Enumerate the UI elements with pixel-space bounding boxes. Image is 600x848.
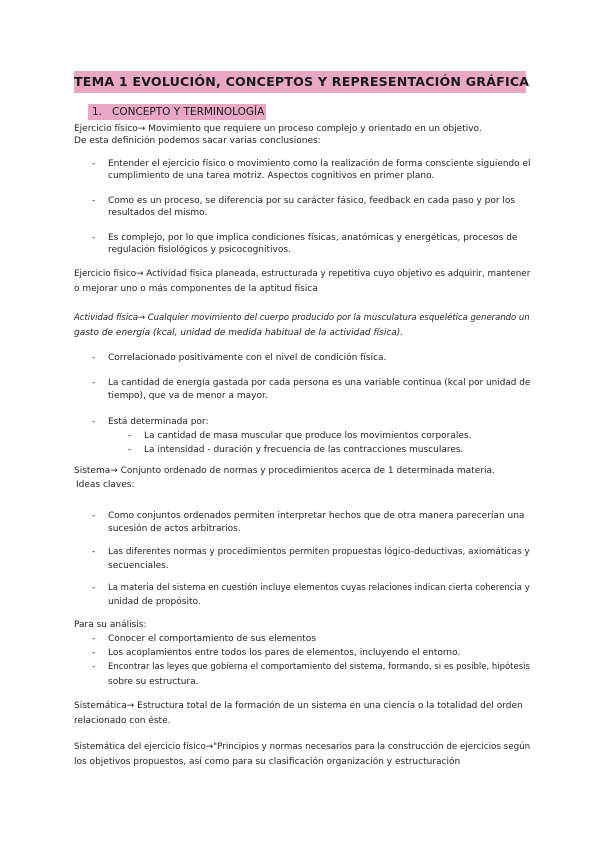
bullet-dash: - [92, 583, 96, 593]
sub-bullet-dash: - [128, 445, 132, 455]
sistematica-definition-line-2: relacionado con éste. [74, 716, 171, 726]
actividad-item-1: Correlacionado positivamente con el nivel de condición física. [108, 353, 387, 363]
document-title: TEMA 1 EVOLUCIÓN, CONCEPTOS Y REPRESENTACIÓN GRÁFICA [74, 71, 526, 93]
actividad-definition-line-2: gasto de energía (kcal, unidad de medida habitual de la actividad física). [74, 328, 404, 338]
section-heading [88, 104, 266, 120]
idea-1-line-1: Como conjuntos ordenados permiten interpretar hechos que de otra manera parecerían una [108, 511, 525, 521]
conclusion-2-line-1: Como es un proceso, se diferencia por su carácter fásico, feedback en cada paso y por los [108, 196, 516, 206]
idea-2-line-1: Las diferentes normas y procedimientos permiten propuestas lógico-deductivas, axiomáticas y [108, 547, 530, 557]
analisis-item-3-line-1: Encontrar las leyes que gobierna el comportamiento del sistema, formando, si es posible, hipótesis [108, 662, 530, 672]
bullet-dash: - [92, 196, 96, 206]
bullet-dash: - [92, 417, 96, 427]
bullet-dash: - [92, 648, 96, 658]
conclusion-1-line-2: cumplimiento de una tarea motriz. Aspectos cognitivos en primer plano. [108, 171, 435, 181]
bullet-dash: - [92, 547, 96, 557]
section-number: 1. [92, 106, 103, 118]
ejercicio-intro: De esta definición podemos sacar varias conclusiones: [74, 136, 321, 146]
actividad-definition-line-1: Actividad física→ Cualquier movimiento del cuerpo producido por la musculatura esquelética generando un [74, 313, 530, 323]
analisis-item-3-line-2: sobre su estructura. [108, 677, 199, 687]
bullet-dash: - [92, 662, 96, 672]
ejercicio-definition-1: Ejercicio físico→ Movimiento que requiere un proceso complejo y orientado en un objetivo. [74, 124, 482, 134]
analisis-item-2: Los acoplamientos entre todos los pares de elementos, incluyendo el entorno. [108, 648, 461, 658]
idea-3-line-2: unidad de propósito. [108, 597, 201, 607]
conclusion-3-line-2: regulación fisiológicos y psicocognitivos. [108, 245, 291, 255]
idea-2-line-2: secuenciales. [108, 561, 169, 571]
idea-1-line-2: sucesión de actos arbitrarios. [108, 524, 241, 534]
bullet-dash: - [92, 634, 96, 644]
ejercicio-definition-2-line-1: Ejercicio físico→ Actividad física planeada, estructurada y repetitiva cuyo objetivo es adquirir, mantener [74, 269, 531, 279]
conclusion-3-line-1: Es complejo, por lo que implica condiciones físicas, anatómicas y energéticas, procesos de [108, 233, 518, 243]
sub-bullet-dash: - [128, 431, 132, 441]
conclusion-1-line-1: Entender el ejercicio físico o movimiento como la realización de forma consciente siguiendo el [108, 159, 531, 169]
actividad-item-2-line-1: La cantidad de energía gastada por cada persona es una variable continua (kcal por unidad de [108, 378, 531, 388]
bullet-dash: - [92, 159, 96, 169]
section-label: CONCEPTO Y TERMINOLOGÍA [112, 106, 265, 118]
analisis-item-1: Conocer el comportamiento de sus elementos [108, 634, 316, 644]
ideas-claves-label: Ideas claves: [76, 480, 135, 490]
sistematica-ef-line-2: los objetivos propuestos, así como para su clasificación organización y estructuración [74, 757, 461, 767]
bullet-dash: - [92, 353, 96, 363]
conclusion-2-line-2: resultados del mismo. [108, 208, 208, 218]
determinante-1: La cantidad de masa muscular que produce los movimientos corporales. [144, 431, 472, 441]
bullet-dash: - [92, 233, 96, 243]
idea-3-line-1: La materia del sistema en cuestión incluye elementos cuyas relaciones indican cierta coherencia y [108, 583, 530, 593]
ejercicio-definition-2-line-2: o mejorar uno o más componentes de la aptitud física [74, 284, 318, 294]
analisis-intro: Para su análisis: [74, 620, 147, 630]
sistematica-ef-line-1: Sistemática del ejercicio físico→"Principios y normas necesarios para la construcción de ejercicios según [74, 742, 531, 752]
actividad-item-2-line-2: tiempo), que va de menor a mayor. [108, 391, 268, 401]
sistematica-definition-line-1: Sistemática→ Estructura total de la formación de un sistema en una ciencia o la totalidad del orden [74, 701, 523, 711]
sistema-definition: Sistema→ Conjunto ordenado de normas y procedimientos acerca de 1 determinada materia. [74, 466, 495, 476]
bullet-dash: - [92, 378, 96, 388]
actividad-item-3: Está determinada por: [108, 417, 209, 427]
bullet-dash: - [92, 511, 96, 521]
determinante-2: La intensidad - duración y frecuencia de las contracciones musculares. [144, 445, 464, 455]
